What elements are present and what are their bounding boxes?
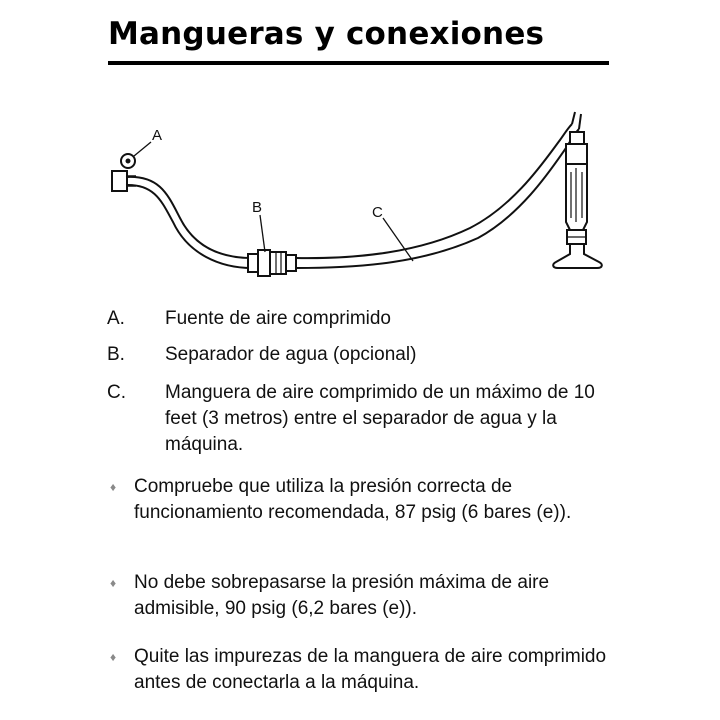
- legend-text: Separador de agua (opcional): [165, 344, 417, 365]
- bullet-item: [107, 474, 617, 526]
- hose-connection-diagram: [0, 0, 720, 300]
- diamond-bullet-icon: ♦: [110, 480, 117, 494]
- legend-letter: C.: [107, 382, 126, 403]
- legend-letter: A.: [107, 308, 125, 329]
- legend-item-b: [107, 342, 617, 368]
- callout-c: C: [372, 204, 383, 221]
- compressed-air-hose: [296, 124, 579, 268]
- diamond-bullet-icon: ♦: [110, 650, 117, 664]
- legend-letter: B.: [107, 344, 125, 365]
- water-separator: [248, 250, 296, 276]
- legend-text: Manguera de aire comprimido de un máximo de 10 feet (3 metros) entre el separador de agua y la máquina.: [165, 382, 595, 455]
- legend-item-c: [107, 380, 617, 458]
- bullet-item: [107, 644, 617, 696]
- pneumatic-tool: [553, 112, 602, 268]
- legend-item-a: [107, 306, 617, 332]
- callout-a: A: [152, 127, 163, 144]
- diamond-bullet-icon: ♦: [110, 576, 117, 590]
- bullet-text: Compruebe que utiliza la presión correcta de funcionamiento recomendada, 87 psig (6 bares (e)).: [134, 476, 572, 523]
- callout-leaders: [134, 142, 413, 261]
- bullet-text: Quite las impurezas de la manguera de aire comprimido antes de conectarla a la máquina.: [134, 646, 607, 693]
- bullet-item: [107, 570, 617, 622]
- page-title: Mangueras y conexiones: [108, 16, 545, 52]
- legend-text: Fuente de aire comprimido: [165, 308, 391, 329]
- hose-segment-source: [126, 177, 252, 268]
- bullet-text: No debe sobrepasarse la presión máxima de aire admisible, 90 psig (6,2 bares (e)).: [134, 572, 550, 619]
- callout-b: B: [252, 199, 263, 216]
